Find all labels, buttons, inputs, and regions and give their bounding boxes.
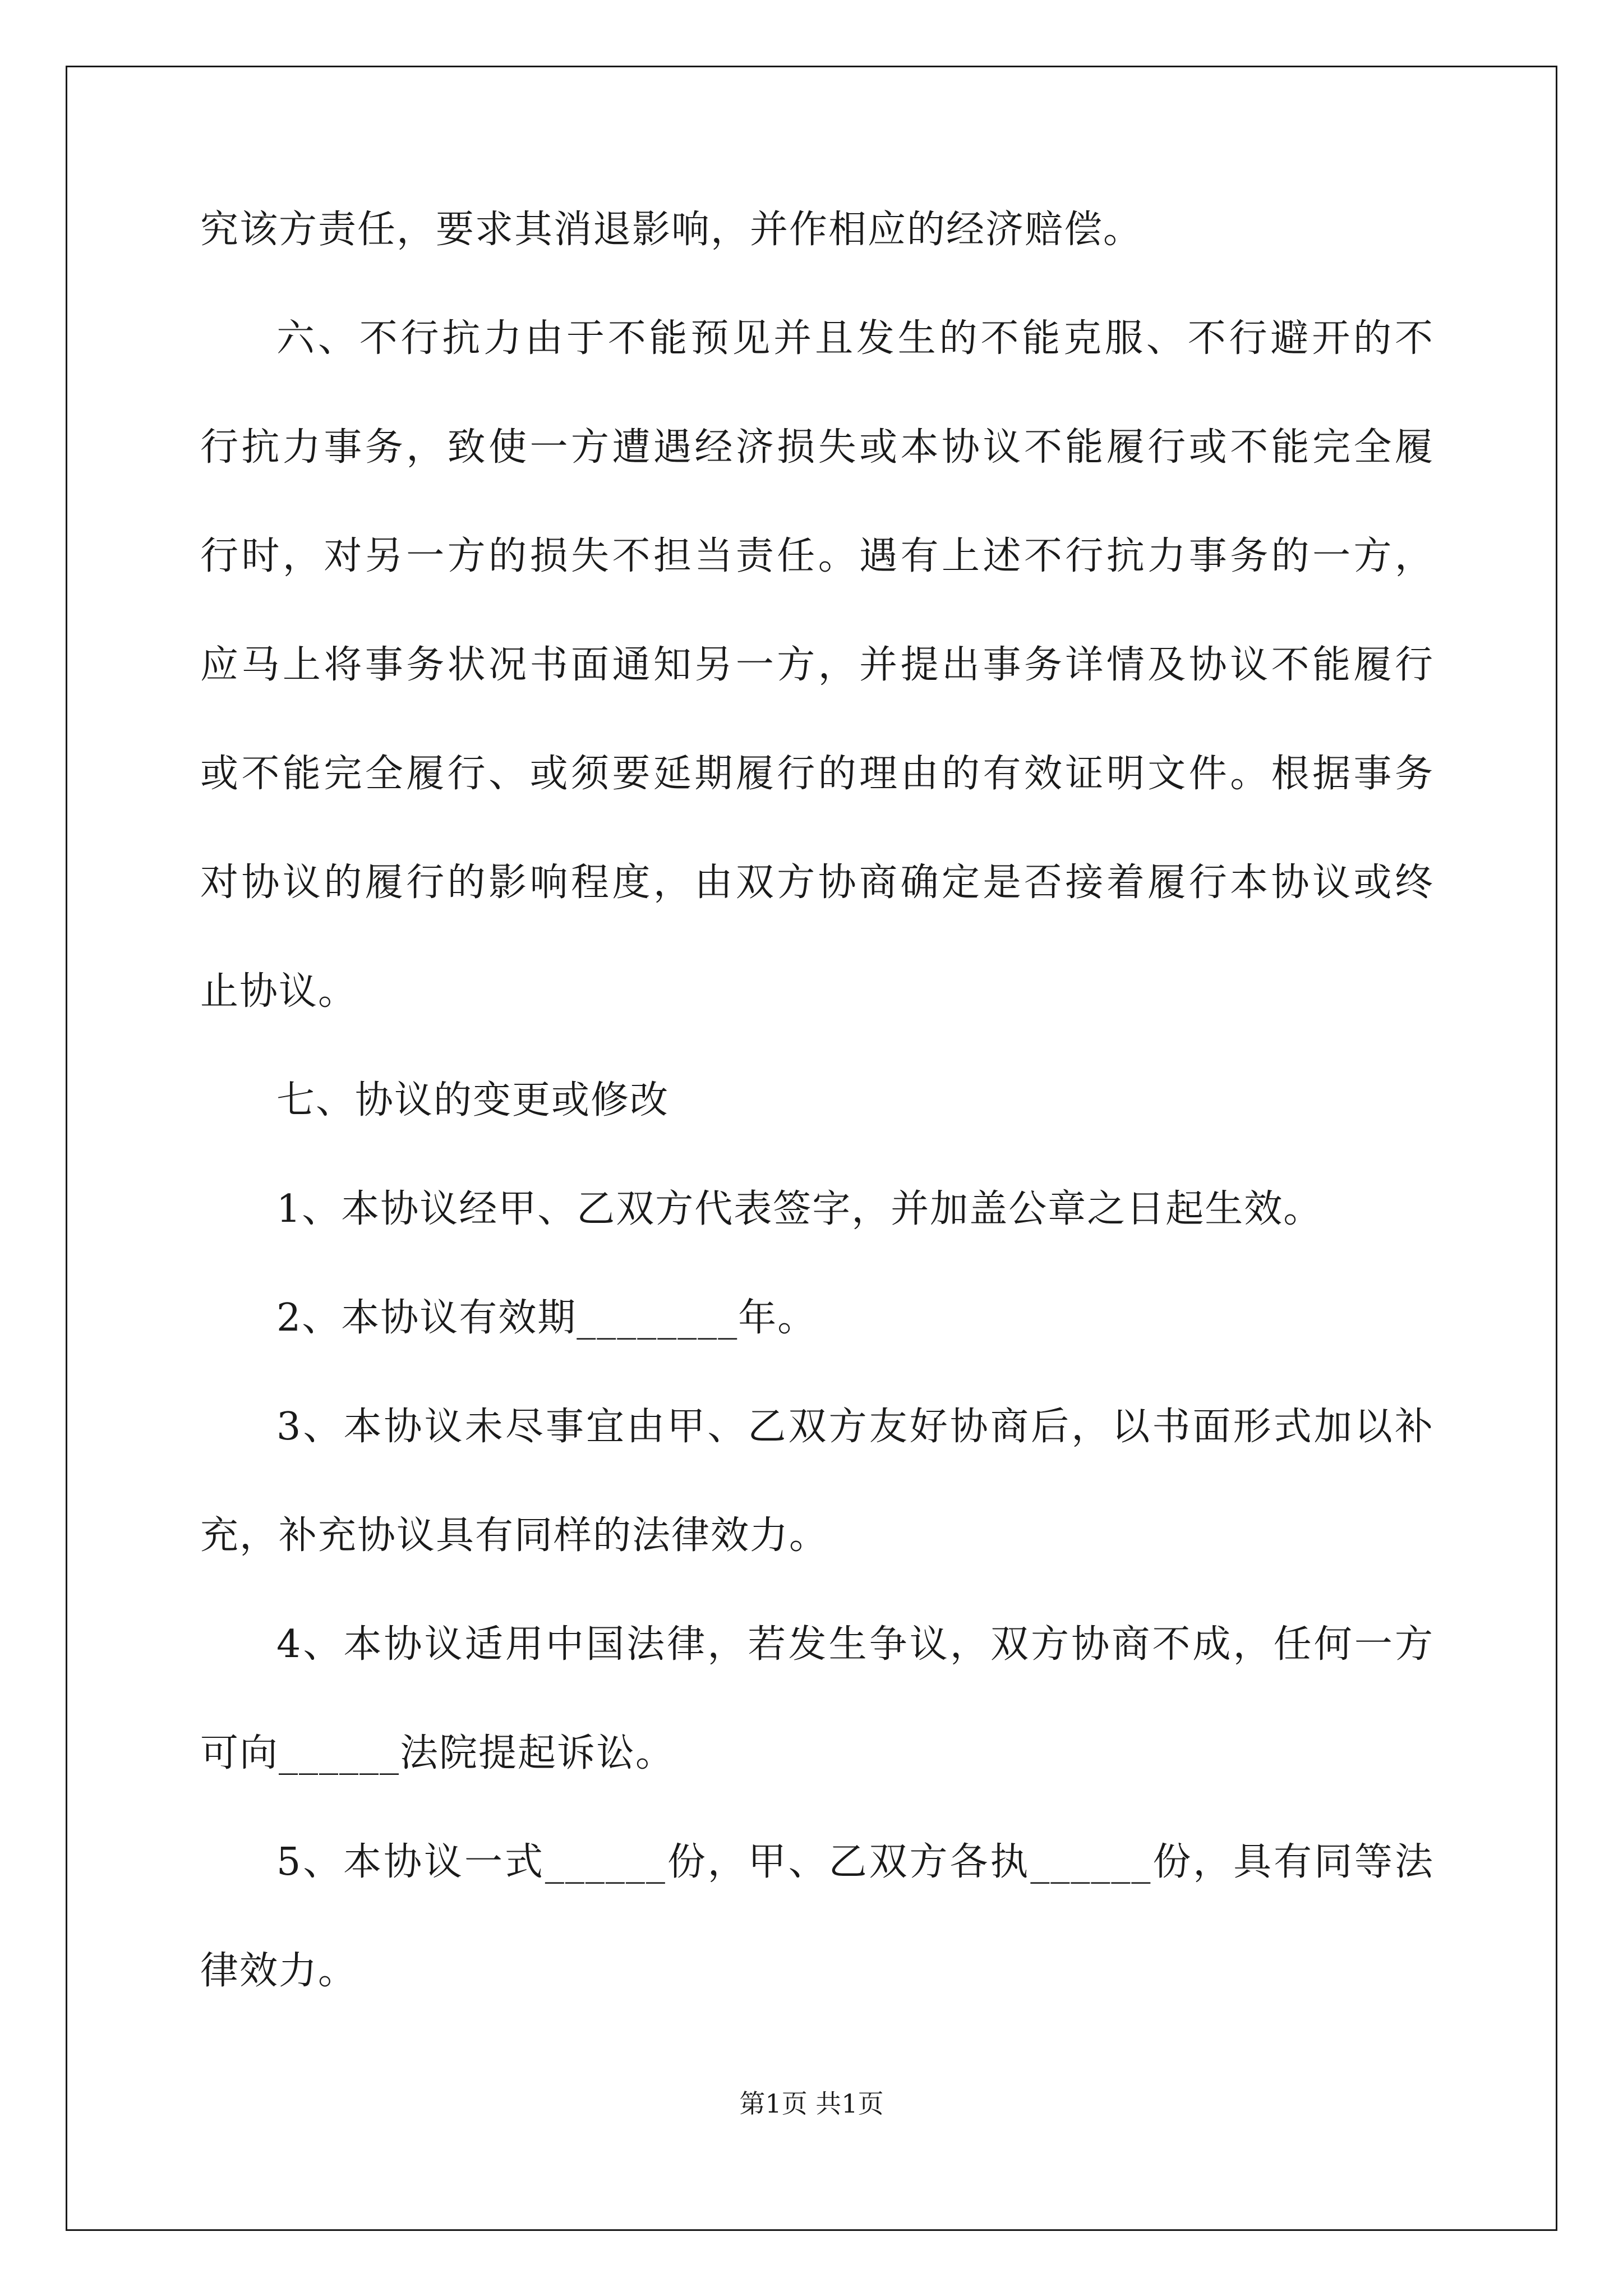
text-line: 应马上将事务状况书面通知另一方，并提出事务详情及协议不能履行: [200, 643, 1434, 687]
text-line: 3、本协议未尽事宜由甲、乙双方友好协商后，以书面形式加以补: [276, 1405, 1434, 1449]
text-line: 或不能完全履行、或须要延期履行的理由的有效证明文件。根据事务: [200, 752, 1434, 796]
text-line: 5、本协议一式______份，甲、乙双方各执______份，具有同等法: [276, 1840, 1434, 1884]
text-line: 律效力。: [200, 1949, 358, 1993]
page-number-footer: 第1页 共1页: [739, 2088, 884, 2119]
text-line: 1、本协议经甲、乙双方代表签字，并加盖公章之日起生效。: [276, 1187, 1323, 1231]
text-line: 究该方责任，要求其消退影响，并作相应的经济赔偿。: [200, 208, 1143, 252]
text-line: 六、不行抗力由于不能预见并且发生的不能克服、不行避开的不: [276, 316, 1434, 361]
text-line: 充，补充协议具有同样的法律效力。: [200, 1513, 829, 1558]
text-line: 4、本协议适用中国法律，若发生争议，双方协商不成，任何一方: [276, 1622, 1434, 1667]
text-line: 对协议的履行的影响程度，由双方协商确定是否接着履行本协议或终: [200, 861, 1434, 905]
text-line: 行抗力事务，致使一方遭遇经济损失或本协议不能履行或不能完全履: [200, 425, 1434, 470]
section-heading: 七、协议的变更或修改: [276, 1078, 670, 1122]
text-line: 行时，对另一方的损失不担当责任。遇有上述不行抗力事务的一方，: [200, 534, 1434, 578]
text-line: 可向______法院提起诉讼。: [200, 1731, 675, 1775]
text-line: 2、本协议有效期________年。: [276, 1296, 817, 1340]
text-line: 止协议。: [200, 969, 358, 1014]
page-border: [66, 66, 1557, 2231]
